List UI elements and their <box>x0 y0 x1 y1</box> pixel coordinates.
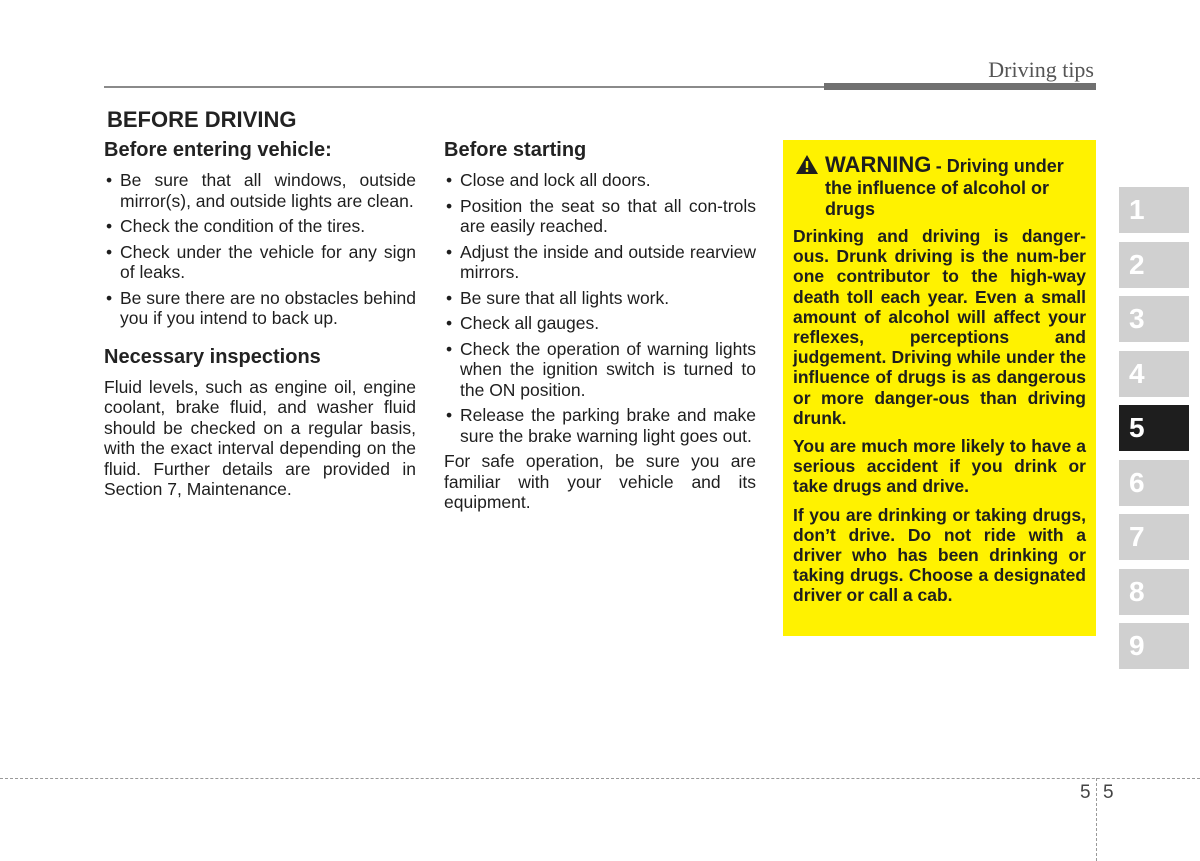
chapter-tab-8[interactable]: 8 <box>1119 569 1189 615</box>
warning-paragraph: If you are drinking or taking drugs, don’t drive. Do not ride with a driver who has been drinking or taking drugs. Choose a designated driver or call a cab. <box>793 504 1086 606</box>
list-item: • Check the condition of the tires. <box>104 216 416 237</box>
warning-paragraph: Drinking and driving is danger-ous. Drunk driving is the num-ber one contributor to the high-way death toll each year. Even a small amount of alcohol will affect your reflexes, perceptions and judgement. Driving while under the influence of drugs is as dangerous or more danger-ous than driving drunk. <box>793 226 1086 428</box>
footer-rule <box>0 778 1200 779</box>
warning-paragraph: You are much more likely to have a serious accident if you drink or take drugs and drive. <box>793 436 1086 497</box>
list-item: • Be sure there are no obstacles behind you if you intend to back up. <box>104 288 416 329</box>
warning-label: WARNING <box>825 152 932 177</box>
paragraph-inspections: Fluid levels, such as engine oil, engine coolant, brake fluid, and washer fluid should be checked on a regular basis, with the exact interval depending on the fluid. Further details are provided in Section 7, Maintenance. <box>104 376 416 499</box>
warning-triangle-icon <box>795 154 819 180</box>
list-item: • Be sure that all windows, outside mirror(s), and outside lights are clean. <box>104 170 416 211</box>
section-title: BEFORE DRIVING <box>107 107 297 132</box>
page-number: 5 <box>1103 782 1114 803</box>
warning-box <box>783 140 1096 636</box>
column-before-starting <box>444 138 756 513</box>
header-rule <box>104 86 824 88</box>
chapter-tabs <box>1119 187 1189 678</box>
chapter-tab-7[interactable]: 7 <box>1119 514 1189 560</box>
list-item: • Adjust the inside and outside rearview mirrors. <box>444 242 756 283</box>
list-item: • Close and lock all doors. <box>444 170 756 191</box>
chapter-tab-2[interactable]: 2 <box>1119 242 1189 288</box>
page-section-number: 5 <box>1080 782 1091 803</box>
list-item: • Check the operation of warning lights when the ignition switch is turned to the ON position. <box>444 339 756 401</box>
header-rule-accent <box>824 83 1096 90</box>
footer-divider <box>1096 778 1097 861</box>
checklist-before-starting <box>444 170 756 446</box>
running-header: Driving tips <box>988 57 1094 82</box>
warning-header <box>793 152 1086 220</box>
chapter-tab-5-active[interactable]: 5 <box>1119 405 1189 451</box>
chapter-tab-3[interactable]: 3 <box>1119 296 1189 342</box>
column-before-entering <box>104 138 416 500</box>
list-item: • Position the seat so that all con-trols are easily reached. <box>444 196 756 237</box>
warning-subtitle: - Driving under the influence of alcohol or drugs <box>825 156 1064 219</box>
chapter-tab-4[interactable]: 4 <box>1119 351 1189 397</box>
paragraph-safe-operation: For safe operation, be sure you are familiar with your vehicle and its equipment. <box>444 451 756 512</box>
chapter-tab-9[interactable]: 9 <box>1119 623 1189 669</box>
heading-before-starting: Before starting <box>444 139 587 161</box>
list-item: • Check under the vehicle for any sign of leaks. <box>104 242 416 283</box>
list-item: • Be sure that all lights work. <box>444 288 756 309</box>
checklist-before-entering <box>104 170 416 329</box>
list-item: • Release the parking brake and make sure the brake warning light goes out. <box>444 405 756 446</box>
list-item: • Check all gauges. <box>444 313 756 334</box>
chapter-tab-6[interactable]: 6 <box>1119 460 1189 506</box>
heading-necessary-inspections: Necessary inspections <box>104 345 321 368</box>
chapter-tab-1[interactable]: 1 <box>1119 187 1189 233</box>
heading-before-entering: Before entering vehicle: <box>104 139 332 161</box>
